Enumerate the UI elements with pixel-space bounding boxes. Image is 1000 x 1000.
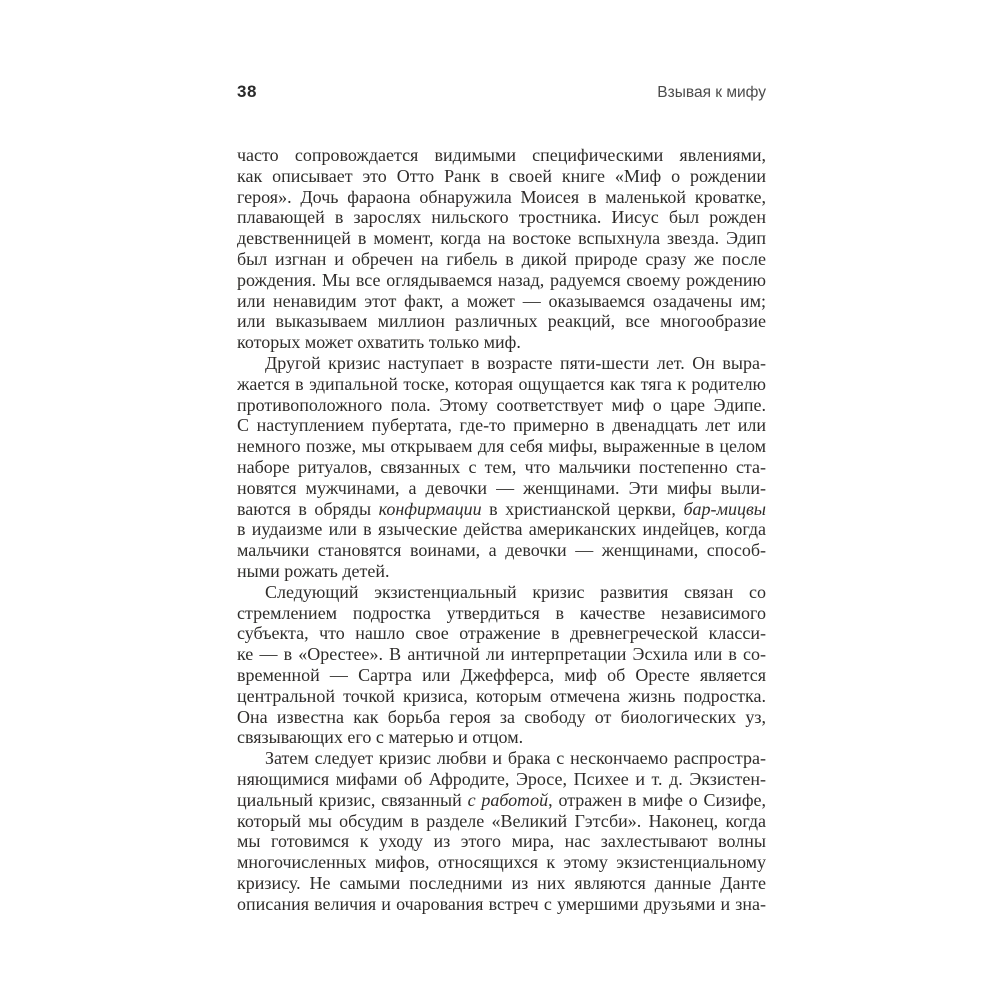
text-segment: Затем следует кризис любви и брака с нескончаемо распростра- (265, 748, 766, 769)
text-line (237, 228, 766, 249)
text-segment: которых может охватить только миф. (237, 332, 521, 353)
text-segment: мальчики становятся воинами, а девочки — женщинами, способ- (237, 540, 766, 561)
text-line (237, 873, 766, 894)
text-line (237, 644, 766, 665)
text-segment: героя». Дочь фараона обнаружила Моисея в маленькой кроватке, (237, 186, 766, 207)
running-head: Взывая к мифу (657, 84, 766, 101)
text-segment: Она известна как борьба героя за свободу от биологических уз, (237, 706, 766, 727)
text-segment: противоположного пола. Этому соответствует миф о царе Эдипе. (237, 394, 766, 415)
text-line (237, 291, 766, 312)
text-segment: центральной точкой кризиса, которым отмечена жизнь подростка. (237, 685, 766, 706)
text-segment: был изгнан и обречен на гибель в дикой природе сразу же после (237, 248, 766, 269)
text-line (237, 894, 766, 915)
text-segment: в христианской церкви, (481, 498, 684, 519)
text-segment: который мы обсудим в разделе «Великий Гэтсби». Наконец, когда (237, 810, 766, 831)
text-segment: как описывает это Отто Ранк в своей книге «Миф о рождении (237, 165, 766, 186)
text-line (237, 415, 766, 436)
text-segment: кризису. Не самыми последними из них являются данные Данте (237, 872, 766, 893)
text-segment: ке — в «Орестее». В античной ли интерпретации Эсхила или в со- (237, 644, 766, 665)
text-segment: девственницей в момент, когда на востоке вспыхнула звезда. Эдип (237, 228, 766, 249)
text-line (237, 311, 766, 332)
text-segment: субъекта, что нашло свое отражение в древнегреческой класси- (237, 623, 766, 644)
text-line (237, 395, 766, 416)
text-line (237, 374, 766, 395)
text-segment: многочисленных мифов, относящихся к этому экзистенциальному (237, 852, 766, 873)
text-line (237, 727, 766, 748)
text-segment: , отражен в мифе о Сизифе, (548, 789, 766, 810)
emphasized-text: конфирмации (378, 498, 482, 519)
text-segment: жается в эдипальной тоске, которая ощущается как тяга к родителю (237, 373, 766, 394)
text-segment: Следующий экзистенциальный кризис развития связан со (265, 581, 766, 602)
text-line (237, 623, 766, 644)
paragraph (237, 582, 766, 748)
text-segment: связывающих его с матерью и отцом. (237, 727, 524, 748)
text-line (237, 499, 766, 520)
text-line (237, 353, 766, 374)
text-segment: ными рожать детей. (237, 560, 390, 581)
text-line (237, 540, 766, 561)
text-line (237, 852, 766, 873)
text-line (237, 748, 766, 769)
text-line (237, 831, 766, 852)
text-line (237, 519, 766, 540)
text-segment: циальный кризис, связанный (237, 789, 468, 810)
text-line (237, 603, 766, 624)
text-line (237, 166, 766, 187)
text-line (237, 436, 766, 457)
text-segment: Другой кризис наступает в возрасте пяти-шести лет. Он выра- (265, 352, 766, 373)
text-line (237, 457, 766, 478)
text-line (237, 769, 766, 790)
text-segment: временной — Сартра или Джефферса, миф об Оресте является (237, 664, 766, 685)
text-segment: часто сопровождается видимыми специфическими явлениями, (237, 145, 766, 165)
paragraph (237, 353, 766, 582)
emphasized-text: бар-мицвы (683, 498, 766, 519)
text-segment: стремлением подростка утвердиться в качестве независимого (237, 602, 766, 623)
text-segment: новятся мужчинами, а девочки — женщинами. Эти мифы выли- (237, 477, 766, 498)
paragraph (237, 748, 766, 914)
text-segment: рождения. Мы все оглядываемся назад, радуемся своему рождению (237, 269, 766, 290)
text-segment: в иудаизме или в языческие действа американских индейцев, когда (237, 519, 766, 540)
text-line (237, 187, 766, 208)
page-header (237, 82, 766, 102)
text-segment: или выказываем миллион различных реакций, все многообразие (237, 311, 766, 332)
text-line (237, 478, 766, 499)
text-line (237, 582, 766, 603)
text-line (237, 145, 766, 166)
text-line (237, 686, 766, 707)
text-segment: наборе ритуалов, связанных с тем, что мальчики постепенно ста- (237, 456, 766, 477)
text-line (237, 207, 766, 228)
text-line (237, 561, 766, 582)
text-segment: ваются в обряды (237, 498, 379, 519)
text-segment: немного позже, мы открываем для себя мифы, выраженные в целом (237, 436, 766, 457)
text-line (237, 790, 766, 811)
text-line (237, 270, 766, 291)
body-text (237, 145, 766, 914)
text-segment: С наступлением пубертата, где-то примерно в двенадцать лет или (237, 415, 766, 436)
page-number: 38 (237, 82, 257, 101)
text-segment: мы готовимся к уходу из этого мира, нас захлестывают волны (237, 831, 766, 852)
emphasized-text: с работой (467, 789, 549, 810)
text-segment: няющимися мифами об Афродите, Эросе, Психее и т. д. Экзистен- (237, 768, 766, 789)
text-line (237, 811, 766, 832)
text-line (237, 665, 766, 686)
text-line (237, 332, 766, 353)
text-line (237, 249, 766, 270)
text-segment: или ненавидим этот факт, а может — оказываемся озадачены им; (237, 290, 766, 311)
text-segment: плавающей в зарослях нильского тростника. Иисус был рожден (237, 207, 766, 228)
text-segment: описания величия и очарования встреч с умершими друзьями и зна- (237, 893, 766, 914)
text-line (237, 707, 766, 728)
paragraph (237, 145, 766, 353)
